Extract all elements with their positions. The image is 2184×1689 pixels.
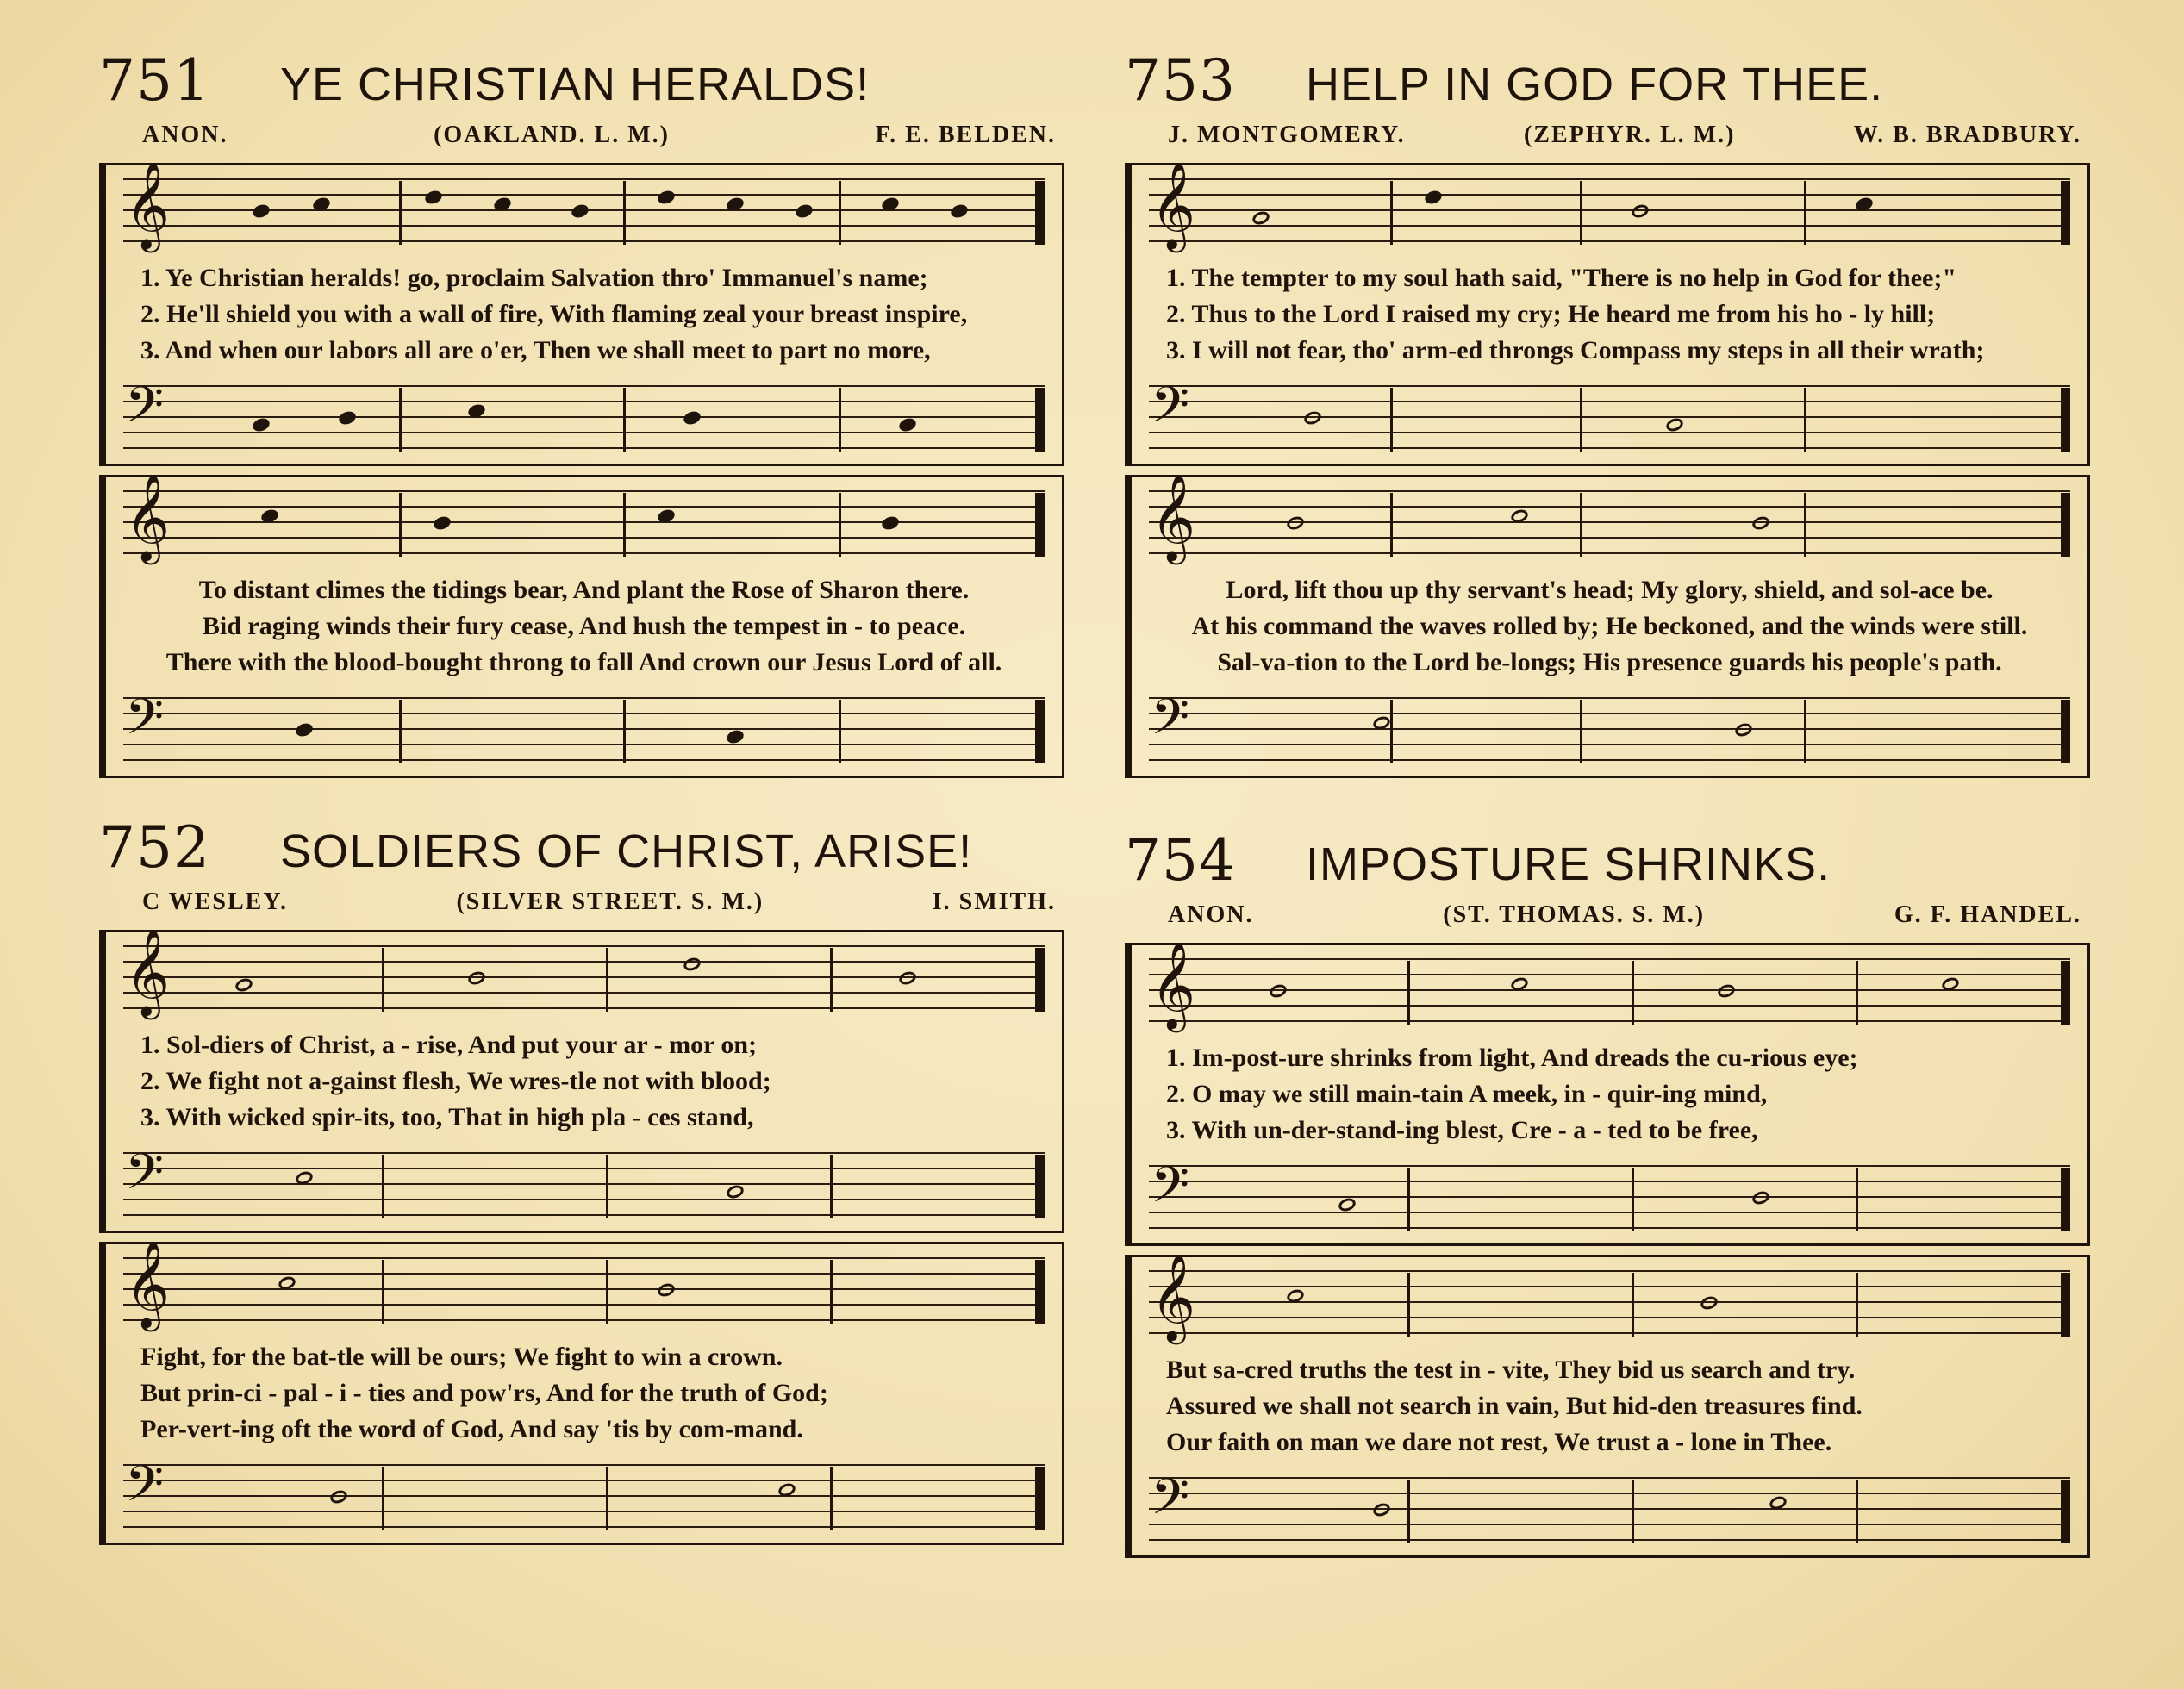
lyric-line: 2. He'll shield you with a wall of fire, With flaming zeal your breast inspire,	[140, 300, 968, 328]
verse-lines	[1132, 1349, 2087, 1464]
music-system-2	[1125, 1252, 2090, 1558]
lyric-line: 1. The tempter to my soul hath said, "There is no help in God for thee;"	[1166, 264, 1956, 292]
lyric-line: At his command the waves rolled by; He beckoned, and the winds were still.	[1191, 612, 2028, 640]
barline	[1632, 1480, 1634, 1543]
hymn-title: HELP IN GOD FOR THEE.	[1306, 59, 1884, 110]
note	[1371, 714, 1392, 732]
composer: I. SMITH.	[932, 888, 1056, 915]
lyric-line: Assured we shall not search in vain, But hid-den treasures find.	[1166, 1392, 1863, 1420]
note	[725, 196, 746, 213]
barline	[1407, 1480, 1410, 1543]
barline	[1580, 493, 1582, 557]
lyric-line: Fight, for the bat-tle will be ours; We fight to win a crown.	[140, 1343, 783, 1371]
hymn-number: 751	[99, 47, 210, 114]
note	[1716, 982, 1737, 1000]
note	[1699, 1294, 1719, 1312]
bass-staff	[1149, 376, 2070, 457]
final-barline	[2061, 181, 2070, 245]
note	[251, 203, 271, 220]
hymn-title: IMPOSTURE SHRINKS.	[1306, 838, 1831, 890]
final-barline	[1035, 948, 1045, 1012]
barline	[623, 181, 626, 245]
barline	[1580, 700, 1582, 763]
treble-clef-icon: 𝄞	[1151, 940, 1196, 1029]
treble-staff	[123, 927, 1045, 1017]
note	[466, 969, 487, 987]
hymn-title: YE CHRISTIAN HERALDS!	[280, 59, 870, 110]
barline	[839, 181, 841, 245]
hymn-number: 752	[99, 814, 210, 881]
barline	[606, 948, 608, 1012]
bass-clef-icon: 𝄢	[125, 376, 165, 446]
verse-lines	[1132, 257, 2087, 372]
note	[1630, 203, 1650, 220]
barline	[1407, 961, 1410, 1025]
barline	[830, 948, 833, 1012]
bass-staff	[123, 688, 1045, 769]
barline	[1390, 181, 1393, 245]
note	[725, 728, 746, 745]
barline	[606, 1467, 608, 1530]
final-barline	[1035, 493, 1045, 557]
bass-clef-icon: 𝄢	[125, 688, 165, 758]
lyric-line: 3. And when our labors all are o'er, Then we shall meet to part no more,	[140, 336, 931, 365]
barline	[623, 700, 626, 763]
note	[1509, 508, 1530, 525]
verse-lines	[106, 569, 1062, 684]
hymn-header	[1125, 47, 2090, 116]
barline	[382, 1155, 384, 1218]
treble-staff	[1149, 472, 2070, 562]
lyric-line: But sa-cred truths the test in - vite, They bid us search and try.	[1166, 1356, 1856, 1384]
treble-clef-icon: 𝄞	[1151, 472, 1196, 561]
barline	[1580, 181, 1582, 245]
bass-clef-icon: 𝄢	[125, 1455, 165, 1525]
music-system-1	[99, 160, 1064, 466]
barline	[839, 700, 841, 763]
note	[1251, 209, 1271, 227]
hymn-credits	[1125, 116, 2090, 154]
lyric-line: 2. We fight not a-gainst flesh, We wres-tle not with blood;	[140, 1067, 771, 1095]
treble-staff	[123, 472, 1045, 562]
barline	[1580, 388, 1582, 452]
final-barline	[2061, 700, 2070, 763]
bass-staff	[123, 1455, 1045, 1536]
note	[1733, 721, 1754, 739]
lyric-line: 2. Thus to the Lord I raised my cry; He heard me from his ho - ly hill;	[1166, 300, 1936, 328]
note	[794, 203, 814, 220]
treble-staff	[123, 1239, 1045, 1329]
barline	[1390, 700, 1393, 763]
final-barline	[1035, 388, 1045, 452]
composer: F. E. BELDEN.	[875, 122, 1056, 148]
final-barline	[2061, 493, 2070, 557]
lyric-line: There with the blood-bought throng to fall And crown our Jesus Lord of all.	[165, 648, 1002, 676]
barline	[1856, 1273, 1858, 1337]
note	[777, 1481, 797, 1499]
final-barline	[1035, 1260, 1045, 1324]
barline	[1804, 388, 1806, 452]
barline	[606, 1155, 608, 1218]
note	[1768, 1494, 1788, 1511]
lyric-line: 2. O may we still main-tain A meek, in - quir-ing mind,	[1166, 1080, 1768, 1108]
note	[1750, 1189, 1771, 1206]
composer: W. B. BRADBURY.	[1853, 122, 2081, 148]
barline	[382, 1467, 384, 1530]
note	[570, 203, 590, 220]
hymn-752	[99, 814, 1064, 1545]
note	[294, 1169, 315, 1187]
note	[328, 1488, 349, 1505]
note	[682, 956, 702, 973]
barline	[830, 1155, 833, 1218]
note	[1285, 514, 1306, 532]
barline	[399, 388, 402, 452]
barline	[830, 1260, 833, 1324]
hymn-number: 754	[1125, 827, 1236, 894]
note	[1302, 409, 1323, 427]
barline	[839, 493, 841, 557]
note	[1268, 982, 1289, 1000]
lyric-line: Bid raging winds their fury cease, And hush the tempest in - to peace.	[202, 612, 966, 640]
note	[1509, 975, 1530, 993]
music-system-1	[99, 927, 1064, 1233]
barline	[1390, 493, 1393, 557]
music-system-1	[1125, 160, 2090, 466]
tune: (OAKLAND. L. M.)	[434, 122, 670, 148]
barline	[382, 1260, 384, 1324]
hymn-number: 753	[1125, 47, 1236, 114]
barline	[830, 1467, 833, 1530]
lyric-line: 1. Ye Christian heralds! go, proclaim Salvation thro' Immanuel's name;	[140, 264, 928, 292]
barline	[1407, 1168, 1410, 1231]
hymn-754	[1125, 827, 2090, 1558]
note	[466, 402, 487, 420]
verse-lines	[106, 1336, 1062, 1451]
barline	[1856, 961, 1858, 1025]
treble-clef-icon: 𝄞	[125, 927, 171, 1016]
hymn-753	[1125, 47, 2090, 778]
lyric-line: 3. With wicked spir-its, too, That in high pla - ces stand,	[140, 1103, 754, 1131]
lyric-line: Per-vert-ing oft the word of God, And say 'tis by com-mand.	[140, 1415, 803, 1443]
note	[1423, 189, 1444, 206]
barline	[623, 493, 626, 557]
note	[432, 514, 452, 532]
note	[725, 1183, 746, 1200]
lyric-line: Our faith on man we dare not rest, We trust a - lone in Thee.	[1166, 1428, 1832, 1456]
note	[423, 189, 444, 206]
bass-staff	[1149, 1156, 2070, 1237]
music-system-2	[1125, 472, 2090, 778]
note	[897, 416, 918, 433]
barline	[1856, 1168, 1858, 1231]
final-barline	[2061, 1273, 2070, 1337]
note	[1285, 1287, 1306, 1305]
composer: G. F. HANDEL.	[1894, 901, 2081, 928]
final-barline	[2061, 961, 2070, 1025]
author: ANON.	[1168, 901, 1254, 928]
bass-staff	[1149, 688, 2070, 769]
lyric-line: But prin-ci - pal - i - ties and pow'rs, And for the truth of God;	[140, 1379, 828, 1407]
barline	[1804, 493, 1806, 557]
note	[1664, 416, 1685, 433]
treble-staff	[123, 160, 1045, 250]
note	[1750, 514, 1771, 532]
bass-staff	[123, 376, 1045, 457]
note	[234, 976, 254, 994]
final-barline	[2061, 1168, 2070, 1231]
treble-clef-icon: 𝄞	[125, 1239, 171, 1328]
hymn-header	[99, 47, 1064, 116]
barline	[399, 700, 402, 763]
lyric-line: Lord, lift thou up thy servant's head; My glory, shield, and sol-ace be.	[1226, 576, 1994, 604]
music-system-1	[1125, 940, 2090, 1246]
lyric-line: 1. Sol-diers of Christ, a - rise, And put your ar - mor on;	[140, 1031, 758, 1059]
final-barline	[1035, 1467, 1045, 1530]
tune: (ST. THOMAS. S. M.)	[1443, 901, 1706, 928]
lyric-line: Sal-va-tion to the Lord be-longs; His presence guards his people's path.	[1217, 648, 2002, 676]
barline	[839, 388, 841, 452]
note	[294, 721, 315, 739]
author: C WESLEY.	[142, 888, 288, 915]
treble-staff	[1149, 940, 2070, 1030]
barline	[1632, 1168, 1634, 1231]
verse-lines	[1132, 1037, 2087, 1152]
note	[337, 409, 358, 427]
final-barline	[2061, 388, 2070, 452]
music-system-2	[99, 472, 1064, 778]
barline	[1804, 181, 1806, 245]
note	[1854, 196, 1875, 213]
lyric-line: To distant climes the tidings bear, And plant the Rose of Sharon there.	[198, 576, 970, 604]
barline	[382, 948, 384, 1012]
barline	[399, 181, 402, 245]
note	[492, 196, 513, 213]
note	[277, 1275, 297, 1292]
barline	[606, 1260, 608, 1324]
bass-clef-icon: 𝄢	[1151, 688, 1190, 758]
lyric-line: 3. With un-der-stand-ing blest, Cre - a - ted to be free,	[1166, 1116, 1758, 1144]
treble-clef-icon: 𝄞	[125, 472, 171, 561]
music-system-2	[99, 1239, 1064, 1545]
bass-clef-icon: 𝄢	[1151, 1468, 1190, 1538]
note	[949, 203, 970, 220]
bass-clef-icon: 𝄢	[1151, 1156, 1190, 1226]
note	[880, 196, 901, 213]
treble-staff	[1149, 160, 2070, 250]
barline	[1804, 700, 1806, 763]
bass-staff	[1149, 1468, 2070, 1549]
final-barline	[1035, 1155, 1045, 1218]
lyric-line: 1. Im-post-ure shrinks from light, And dreads the cu-rious eye;	[1166, 1044, 1858, 1072]
barline	[1632, 1273, 1634, 1337]
barline	[1856, 1480, 1858, 1543]
treble-clef-icon: 𝄞	[1151, 160, 1196, 249]
barline	[1390, 388, 1393, 452]
treble-staff	[1149, 1252, 2070, 1342]
note	[656, 508, 677, 525]
bass-staff	[123, 1143, 1045, 1224]
note	[1337, 1196, 1357, 1213]
hymn-credits	[99, 116, 1064, 154]
tune: (ZEPHYR. L. M.)	[1523, 122, 1736, 148]
note	[251, 416, 271, 433]
note	[311, 196, 332, 213]
tune: (SILVER STREET. S. M.)	[456, 888, 764, 915]
note	[880, 514, 901, 532]
hymn-751	[99, 47, 1064, 778]
hymn-title: SOLDIERS OF CHRIST, ARISE!	[280, 826, 973, 877]
barline	[399, 493, 402, 557]
note	[656, 189, 677, 206]
final-barline	[2061, 1480, 2070, 1543]
hymn-credits	[1125, 896, 2090, 934]
barline	[623, 388, 626, 452]
final-barline	[1035, 181, 1045, 245]
note	[259, 508, 280, 525]
note	[897, 969, 918, 987]
treble-clef-icon: 𝄞	[125, 160, 171, 249]
author: J. MONTGOMERY.	[1168, 122, 1406, 148]
treble-clef-icon: 𝄞	[1151, 1252, 1196, 1341]
lyric-line: 3. I will not fear, tho' arm-ed throngs Compass my steps in all their wrath;	[1166, 336, 1985, 365]
bass-clef-icon: 𝄢	[1151, 376, 1190, 446]
author: ANON.	[142, 122, 228, 148]
barline	[1632, 961, 1634, 1025]
verse-lines	[1132, 569, 2087, 684]
verse-lines	[106, 1024, 1062, 1139]
hymn-credits	[99, 883, 1064, 921]
final-barline	[1035, 700, 1045, 763]
hymn-header	[1125, 827, 2090, 896]
note	[1371, 1501, 1392, 1518]
note	[1940, 975, 1961, 993]
barline	[1407, 1273, 1410, 1337]
bass-clef-icon: 𝄢	[125, 1143, 165, 1213]
verse-lines	[106, 257, 1062, 372]
note	[656, 1281, 677, 1299]
note	[682, 409, 702, 427]
hymn-header	[99, 814, 1064, 883]
